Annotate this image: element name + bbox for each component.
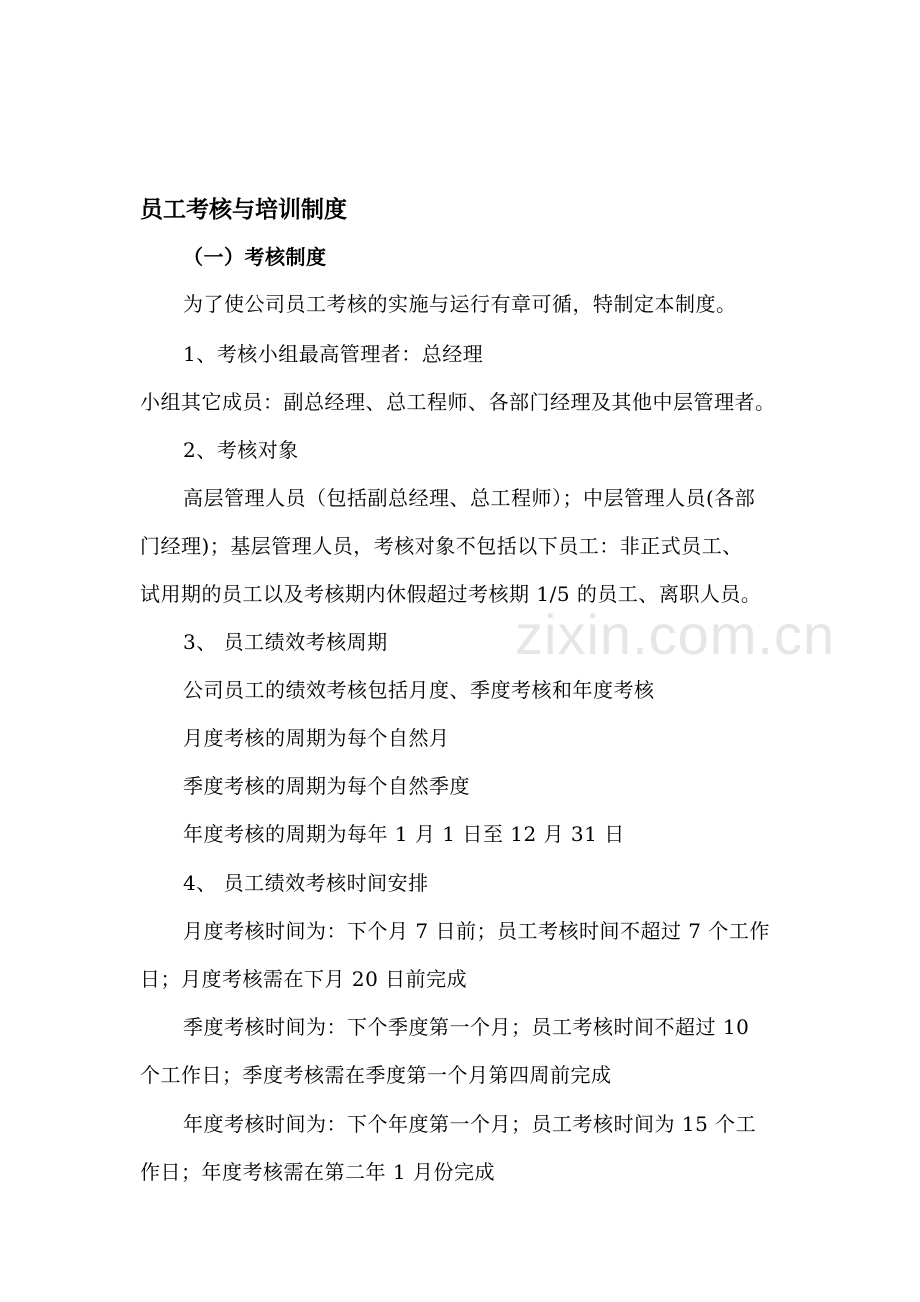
paragraph-line: 季度考核的周期为每个自然季度 bbox=[183, 774, 470, 798]
document-title: 员工考核与培训制度 bbox=[140, 197, 347, 223]
paragraph-line: 为了使公司员工考核的实施与运行有章可循，特制定本制度。 bbox=[183, 292, 737, 316]
paragraph-line: 年度考核的周期为每年 1 月 1 日至 12 月 31 日 bbox=[183, 822, 625, 846]
paragraph-line: 高层管理人员（包括副总经理、总工程师）；中层管理人员(各部 bbox=[183, 486, 756, 510]
paragraph-line: 公司员工的绩效考核包括月度、季度考核和年度考核 bbox=[183, 678, 655, 702]
watermark: zixin.com.cn bbox=[515, 603, 836, 666]
paragraph-line: 1、考核小组最高管理者：总经理 bbox=[183, 342, 484, 366]
paragraph-line: 月度考核时间为：下个月 7 日前；员工考核时间不超过 7 个工作 bbox=[183, 919, 770, 943]
paragraph-line: 小组其它成员：副总经理、总工程师、各部门经理及其他中层管理者。 bbox=[140, 390, 776, 414]
paragraph-line: 个工作日；季度考核需在季度第一个月第四周前完成 bbox=[140, 1063, 612, 1087]
paragraph-line: 作日；年度考核需在第二年 1 月份完成 bbox=[140, 1160, 495, 1184]
paragraph-line: 月度考核的周期为每个自然月 bbox=[183, 726, 450, 750]
paragraph-line: 年度考核时间为：下个年度第一个月；员工考核时间为 15 个工 bbox=[183, 1112, 757, 1136]
section-heading: （一）考核制度 bbox=[183, 245, 327, 269]
paragraph-line: 3、 员工绩效考核周期 bbox=[183, 630, 388, 654]
paragraph-line: 季度考核时间为：下个季度第一个月；员工考核时间不超过 10 bbox=[183, 1015, 750, 1039]
paragraph-line: 2、考核对象 bbox=[183, 438, 299, 462]
paragraph-line: 门经理)；基层管理人员，考核对象不包括以下员工：非正式员工、 bbox=[140, 534, 743, 558]
paragraph-line: 日；月度考核需在下月 20 日前完成 bbox=[140, 967, 468, 991]
paragraph-line: 试用期的员工以及考核期内休假超过考核期 1/5 的员工、离职人员。 bbox=[140, 582, 762, 606]
paragraph-line: 4、 员工绩效考核时间安排 bbox=[183, 871, 429, 895]
